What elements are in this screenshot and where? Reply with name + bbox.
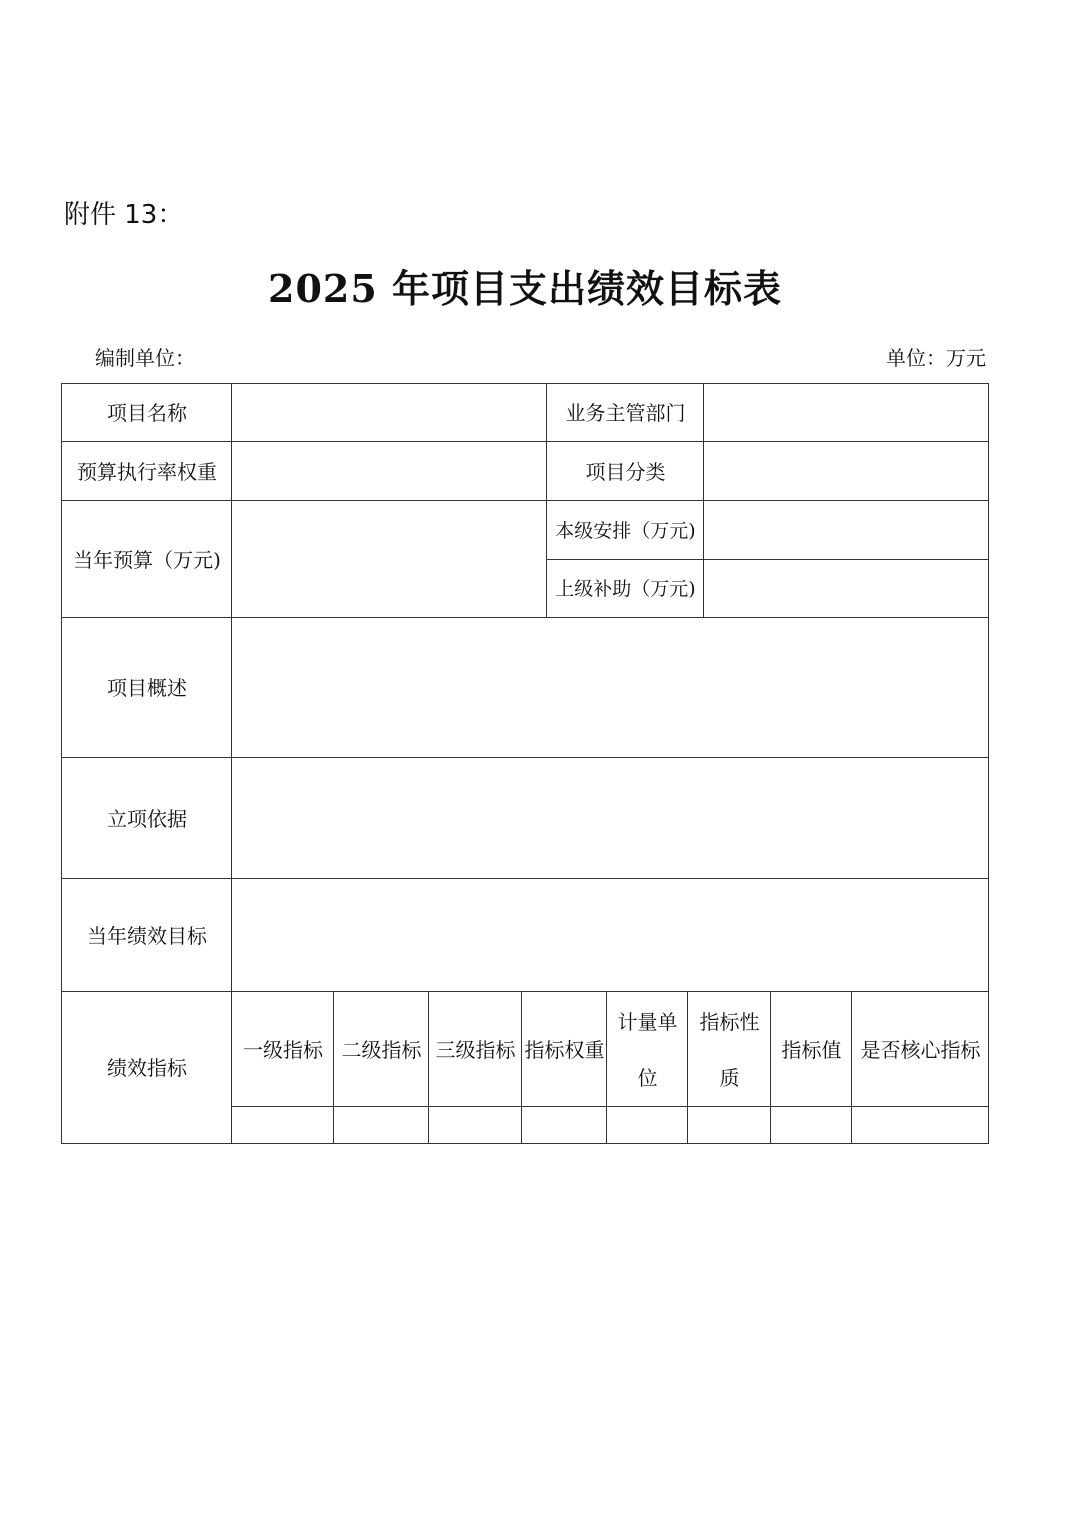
field-superior-subsidy[interactable] [703, 559, 989, 618]
header-indicator-weight: 指标权重 [521, 991, 607, 1107]
field-level3-indicator[interactable] [428, 1106, 522, 1144]
label-annual-budget: 当年预算（万元) [61, 500, 232, 618]
field-level2-indicator[interactable] [333, 1106, 429, 1144]
label-project-category: 项目分类 [546, 441, 704, 501]
field-local-arrangement[interactable] [703, 500, 989, 560]
field-indicator-nature[interactable] [687, 1106, 771, 1144]
page-title: 2025 年项目支出绩效目标表 [268, 266, 782, 311]
label-overview: 项目概述 [61, 617, 232, 758]
field-basis[interactable] [231, 757, 989, 879]
field-measure-unit[interactable] [606, 1106, 688, 1144]
label-local-arrangement: 本级安排（万元) [546, 500, 704, 560]
field-project-category[interactable] [703, 441, 989, 501]
field-annual-budget[interactable] [231, 500, 547, 618]
compiler-label: 编制单位： [95, 346, 195, 370]
header-indicator-nature: 指标性质 [687, 991, 771, 1107]
unit-label: 单位：万元 [886, 346, 986, 370]
header-level1-indicator: 一级指标 [231, 991, 334, 1107]
label-indicators: 绩效指标 [61, 991, 232, 1144]
label-basis: 立项依据 [61, 757, 232, 879]
label-project-name: 项目名称 [61, 383, 232, 442]
header-core-indicator: 是否核心指标 [851, 991, 989, 1107]
header-level3-indicator: 三级指标 [428, 991, 522, 1107]
label-annual-goal: 当年绩效目标 [61, 878, 232, 992]
field-annual-goal[interactable] [231, 878, 989, 992]
field-level1-indicator[interactable] [231, 1106, 334, 1144]
header-measure-unit: 计量单位 [606, 991, 688, 1107]
field-department[interactable] [703, 383, 989, 442]
field-project-name[interactable] [231, 383, 547, 442]
field-exec-rate-weight[interactable] [231, 441, 547, 501]
field-indicator-value[interactable] [770, 1106, 852, 1144]
attachment-number: 附件 13： [64, 200, 184, 230]
field-core-indicator[interactable] [851, 1106, 989, 1144]
field-overview[interactable] [231, 617, 989, 758]
label-department: 业务主管部门 [546, 383, 704, 442]
header-level2-indicator: 二级指标 [333, 991, 429, 1107]
field-indicator-weight[interactable] [521, 1106, 607, 1144]
label-exec-rate-weight: 预算执行率权重 [61, 441, 232, 501]
label-superior-subsidy: 上级补助（万元) [546, 559, 704, 618]
header-indicator-value: 指标值 [770, 991, 852, 1107]
